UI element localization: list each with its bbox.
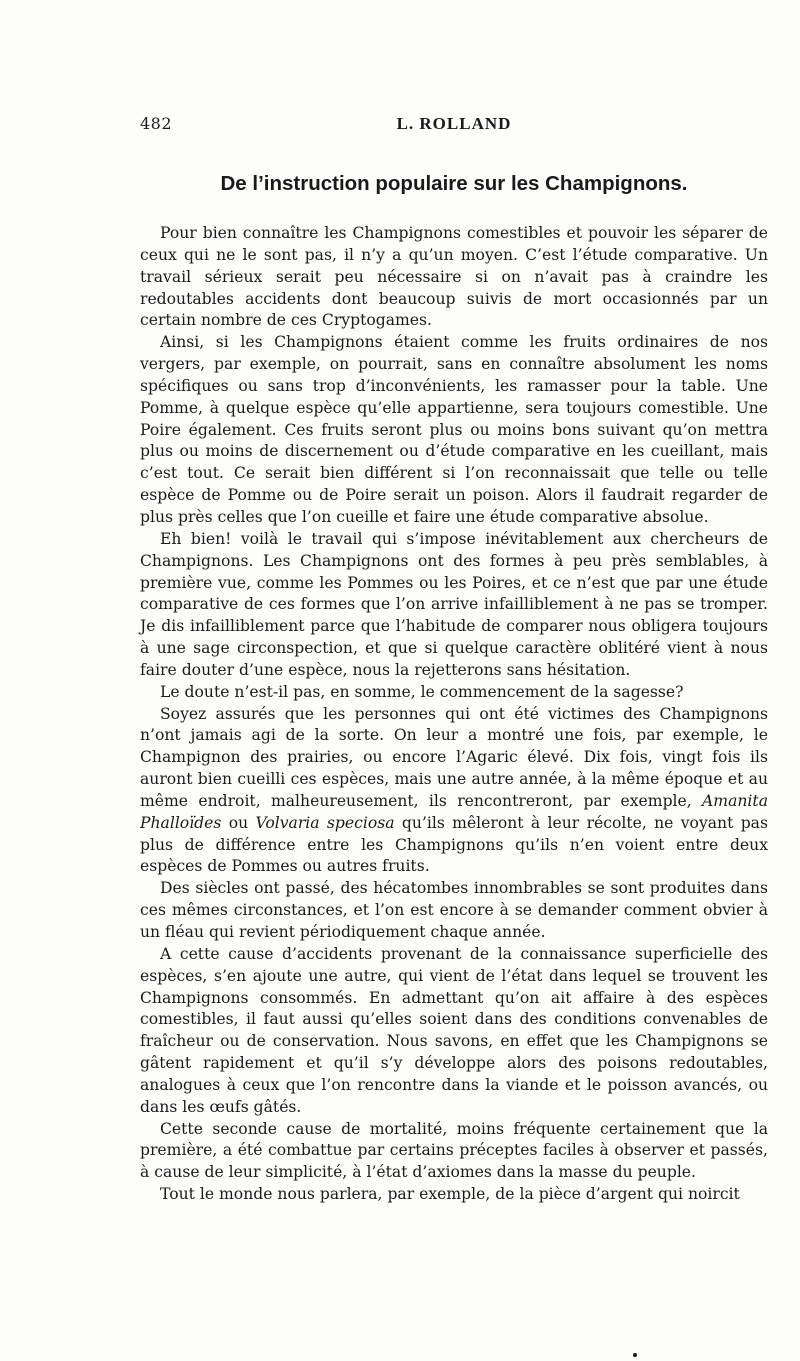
paragraph: Des siècles ont passé, des hécatombes innombrables se sont produites dans ces mêmes circonstances, et l’on est encore à se demander comment obvier à un fléau qui revient périodiquement chaque année. (140, 879, 768, 941)
paragraph-text: Soyez assurés que les personnes qui ont été victimes des Champignons n’ont jamais agi de la sorte. On leur a montré une fois, par exemple, le Champignon des prairies, ou encore l’Agaric élevé. Dix fois, vingt fois ils auront bien cueilli ces espèces, mais une autre année, à la même époque et au même endroit, malheureusement, ils rencontreront, par exemple, (140, 704, 768, 810)
paragraph: A cette cause d’accidents provenant de la connaissance superficielle des espèces, s’en ajoute une autre, qui vient de l’état dans lequel se trouvent les Champignons consommés. En admettant qu’on ait affaire à des espèces comestibles, il faut aussi qu’elles soient dans des conditions convenables de fraîcheur ou de conservation. Nous savons, en effet que les Champignons se gâtent rapidement et qu’il s’y développe alors des poisons redoutables, analogues à ceux que l’on rencontre dans la viande et le poisson avancés, ou dans les œufs gâtés. (140, 944, 768, 1116)
article-title: De l’instruction populaire sur les Champignons. (220, 172, 688, 195)
article-body (140, 223, 768, 1206)
paragraph: Le doute n’est-il pas, en somme, le commencement de la sagesse? (160, 682, 684, 701)
author-name: L. ROLLAND (396, 114, 512, 133)
paragraph-text: ou (221, 813, 256, 832)
paragraph: Pour bien connaître les Champignons comestibles et pouvoir les séparer de ceux qui ne le sont pas, il n’y a qu’un moyen. C’est l’étude comparative. Un travail sérieux serait peu nécessaire si on n’avait pas à craindre les redoutables accidents dont beaucoup suivis de mort occasionnés par un certain nombre de ces Cryptogames. (140, 224, 768, 330)
running-head (140, 114, 768, 138)
paragraph: Tout le monde nous parlera, par exemple, de la pièce d’argent qui noircit (160, 1185, 740, 1204)
paragraph: Ainsi, si les Champignons étaient comme les fruits ordinaires de nos vergers, par exemple, on pourrait, sans en connaître absolument les noms spécifiques ou sans trop d’inconvénients, les ramasser pour la table. Une Pomme, à quelque espèce qu’elle appartienne, sera toujours comestible. Une Poire également. Ces fruits seront plus ou moins bons suivant qu’on mettra plus ou moins de discernement ou d’étude comparative en les cueillant, mais c’est tout. Ce serait bien différent si l’on reconnaissait que telle ou telle espèce de Pomme ou de Poire serait un poison. Alors il faudrait regarder de plus près celles que l’on cueille et faire une étude comparative absolue. (140, 333, 768, 526)
paragraph: Cette seconde cause de mortalité, moins fréquente certainement que la première, a été combattue par certains préceptes faciles à observer et passés, à cause de leur simplicité, à l’état d’axiomes dans la masse du peuple. (140, 1119, 768, 1182)
species-name-italic: Volvaria speciosa (255, 813, 395, 832)
paragraph (140, 704, 768, 879)
print-speck (633, 1353, 637, 1357)
paragraph: Eh bien! voilà le travail qui s’impose inévitablement aux chercheurs de Champignons. Les Champignons ont des formes à peu près semblables, à première vue, comme les Pommes ou les Poires, et ce n’est que par une étude comparative de ces formes que l’on arrive infailliblement à ne pas se tromper. Je dis infailliblement parce que l’habitude de comparer nous obligera toujours à une sage circonspection, et que si quelque caractère oblitéré vient à nous faire douter d’une espèce, nous la rejetterons sans hésitation. (140, 529, 768, 679)
paragraph-text: qu’ils mêleront à leur récolte, ne voyant pas plus de différence entre les Champignons qu’ils n’en voient entre deux espèces de Pommes ou autres fruits. (140, 813, 768, 876)
species-name-italic: Amanita Phalloïdes (140, 791, 768, 832)
page-number: 482 (140, 114, 173, 133)
